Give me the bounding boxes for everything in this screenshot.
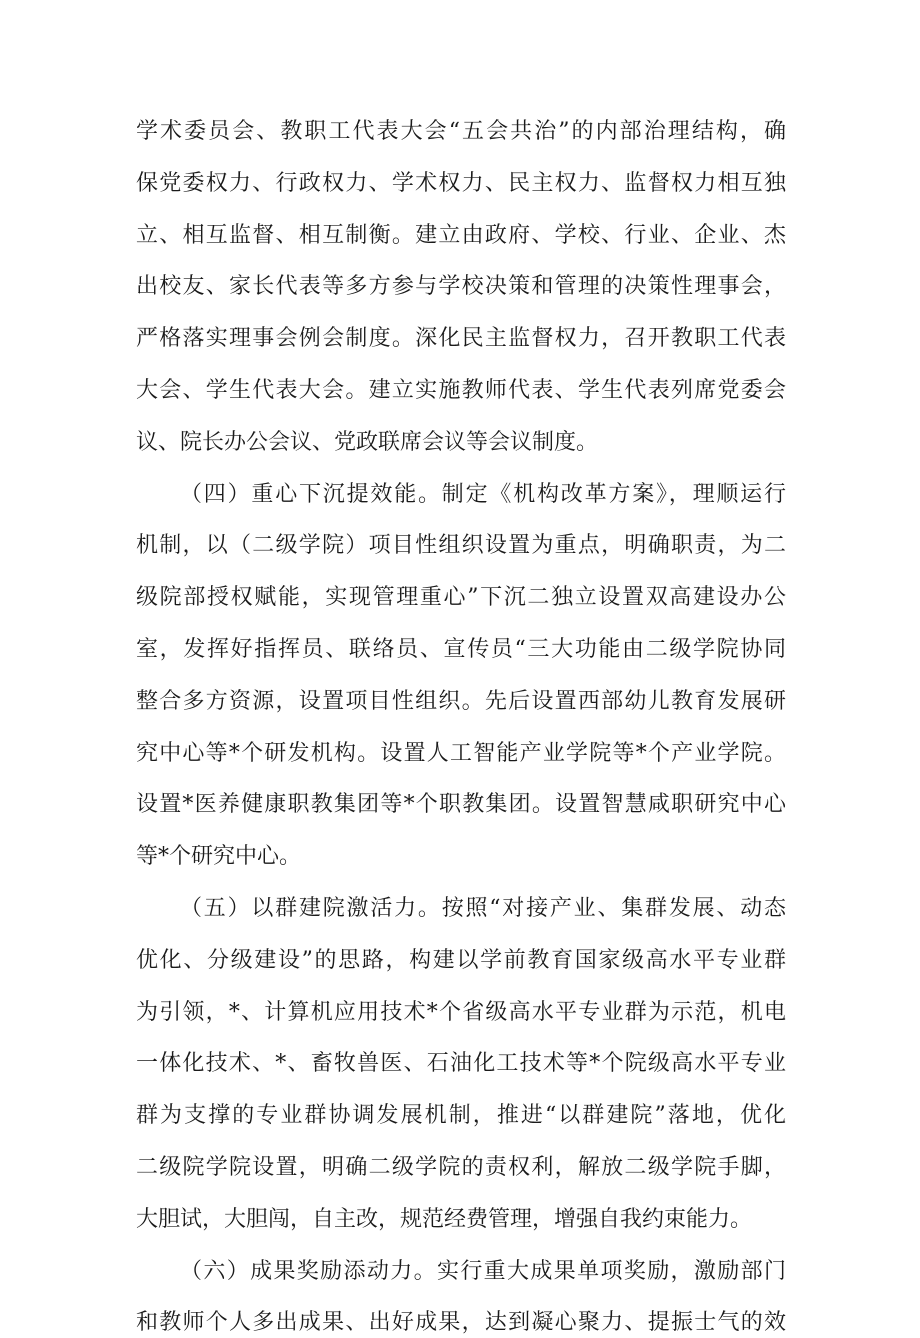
text-line: 机制，以（二级学院）项目性组织设置为重点，明确职责，为二 bbox=[136, 533, 786, 558]
text-line: 设置*医养健康职教集团等*个职教集团。设置智慧咸职研究中心 bbox=[136, 792, 786, 817]
text-line: 出校友、家长代表等多方参与学校决策和管理的决策性理事会， bbox=[136, 274, 786, 299]
section-heading-line: （五）以群建院激活力。按照“对接产业、集群发展、动态 bbox=[180, 896, 786, 921]
text-line: 二级院学院设置，明确二级学院的责权利，解放二级学院手脚， bbox=[136, 1155, 786, 1180]
text-line: 究中心等*个研发机构。设置人工智能产业学院等*个产业学院。 bbox=[136, 741, 786, 766]
section-heading-line: （六）成果奖励添动力。实行重大成果单项奖励，激励部门 bbox=[180, 1259, 786, 1284]
section-heading-line: （四）重心下沉提效能。制定《机构改革方案》，理顺运行 bbox=[180, 482, 786, 507]
text-line: 整合多方资源，设置项目性组织。先后设置西部幼儿教育发展研 bbox=[136, 689, 786, 714]
text-line: 一体化技术、*、畜牧兽医、石油化工技术等*个院级高水平专业 bbox=[136, 1051, 786, 1076]
text-line: 等*个研究中心。 bbox=[136, 844, 302, 869]
text-line: 级院部授权赋能，实现管理重心”下沉二独立设置双高建设办公 bbox=[136, 585, 786, 610]
text-line: 保党委权力、行政权力、学术权力、民主权力、监督权力相互独 bbox=[136, 171, 786, 196]
text-line: 严格落实理事会例会制度。深化民主监督权力，召开教职工代表 bbox=[136, 326, 786, 351]
text-line: 大会、学生代表大会。建立实施教师代表、学生代表列席党委会 bbox=[136, 378, 786, 403]
text-line: 优化、分级建设”的思路，构建以学前教育国家级高水平专业群 bbox=[136, 948, 786, 973]
text-line: 立、相互监督、相互制衡。建立由政府、学校、行业、企业、杰 bbox=[136, 223, 786, 248]
text-line: 议、院长办公会议、党政联席会议等会议制度。 bbox=[136, 430, 599, 455]
text-line: 大胆试，大胆闯，自主改，规范经费管理，增强自我约束能力。 bbox=[136, 1207, 753, 1232]
text-line: 为引领，*、计算机应用技术*个省级高水平专业群为示范，机电 bbox=[136, 1000, 786, 1025]
text-line: 室，发挥好指挥员、联络员、宣传员“三大功能由二级学院协同 bbox=[136, 637, 786, 662]
text-line: 学术委员会、教职工代表大会“五会共治”的内部治理结构，确 bbox=[136, 119, 786, 144]
text-line: 群为支撑的专业群协调发展机制，推进“以群建院”落地，优化 bbox=[136, 1103, 786, 1128]
text-line: 和教师个人多出成果、出好成果，达到凝心聚力、提振士气的效 bbox=[136, 1310, 786, 1335]
